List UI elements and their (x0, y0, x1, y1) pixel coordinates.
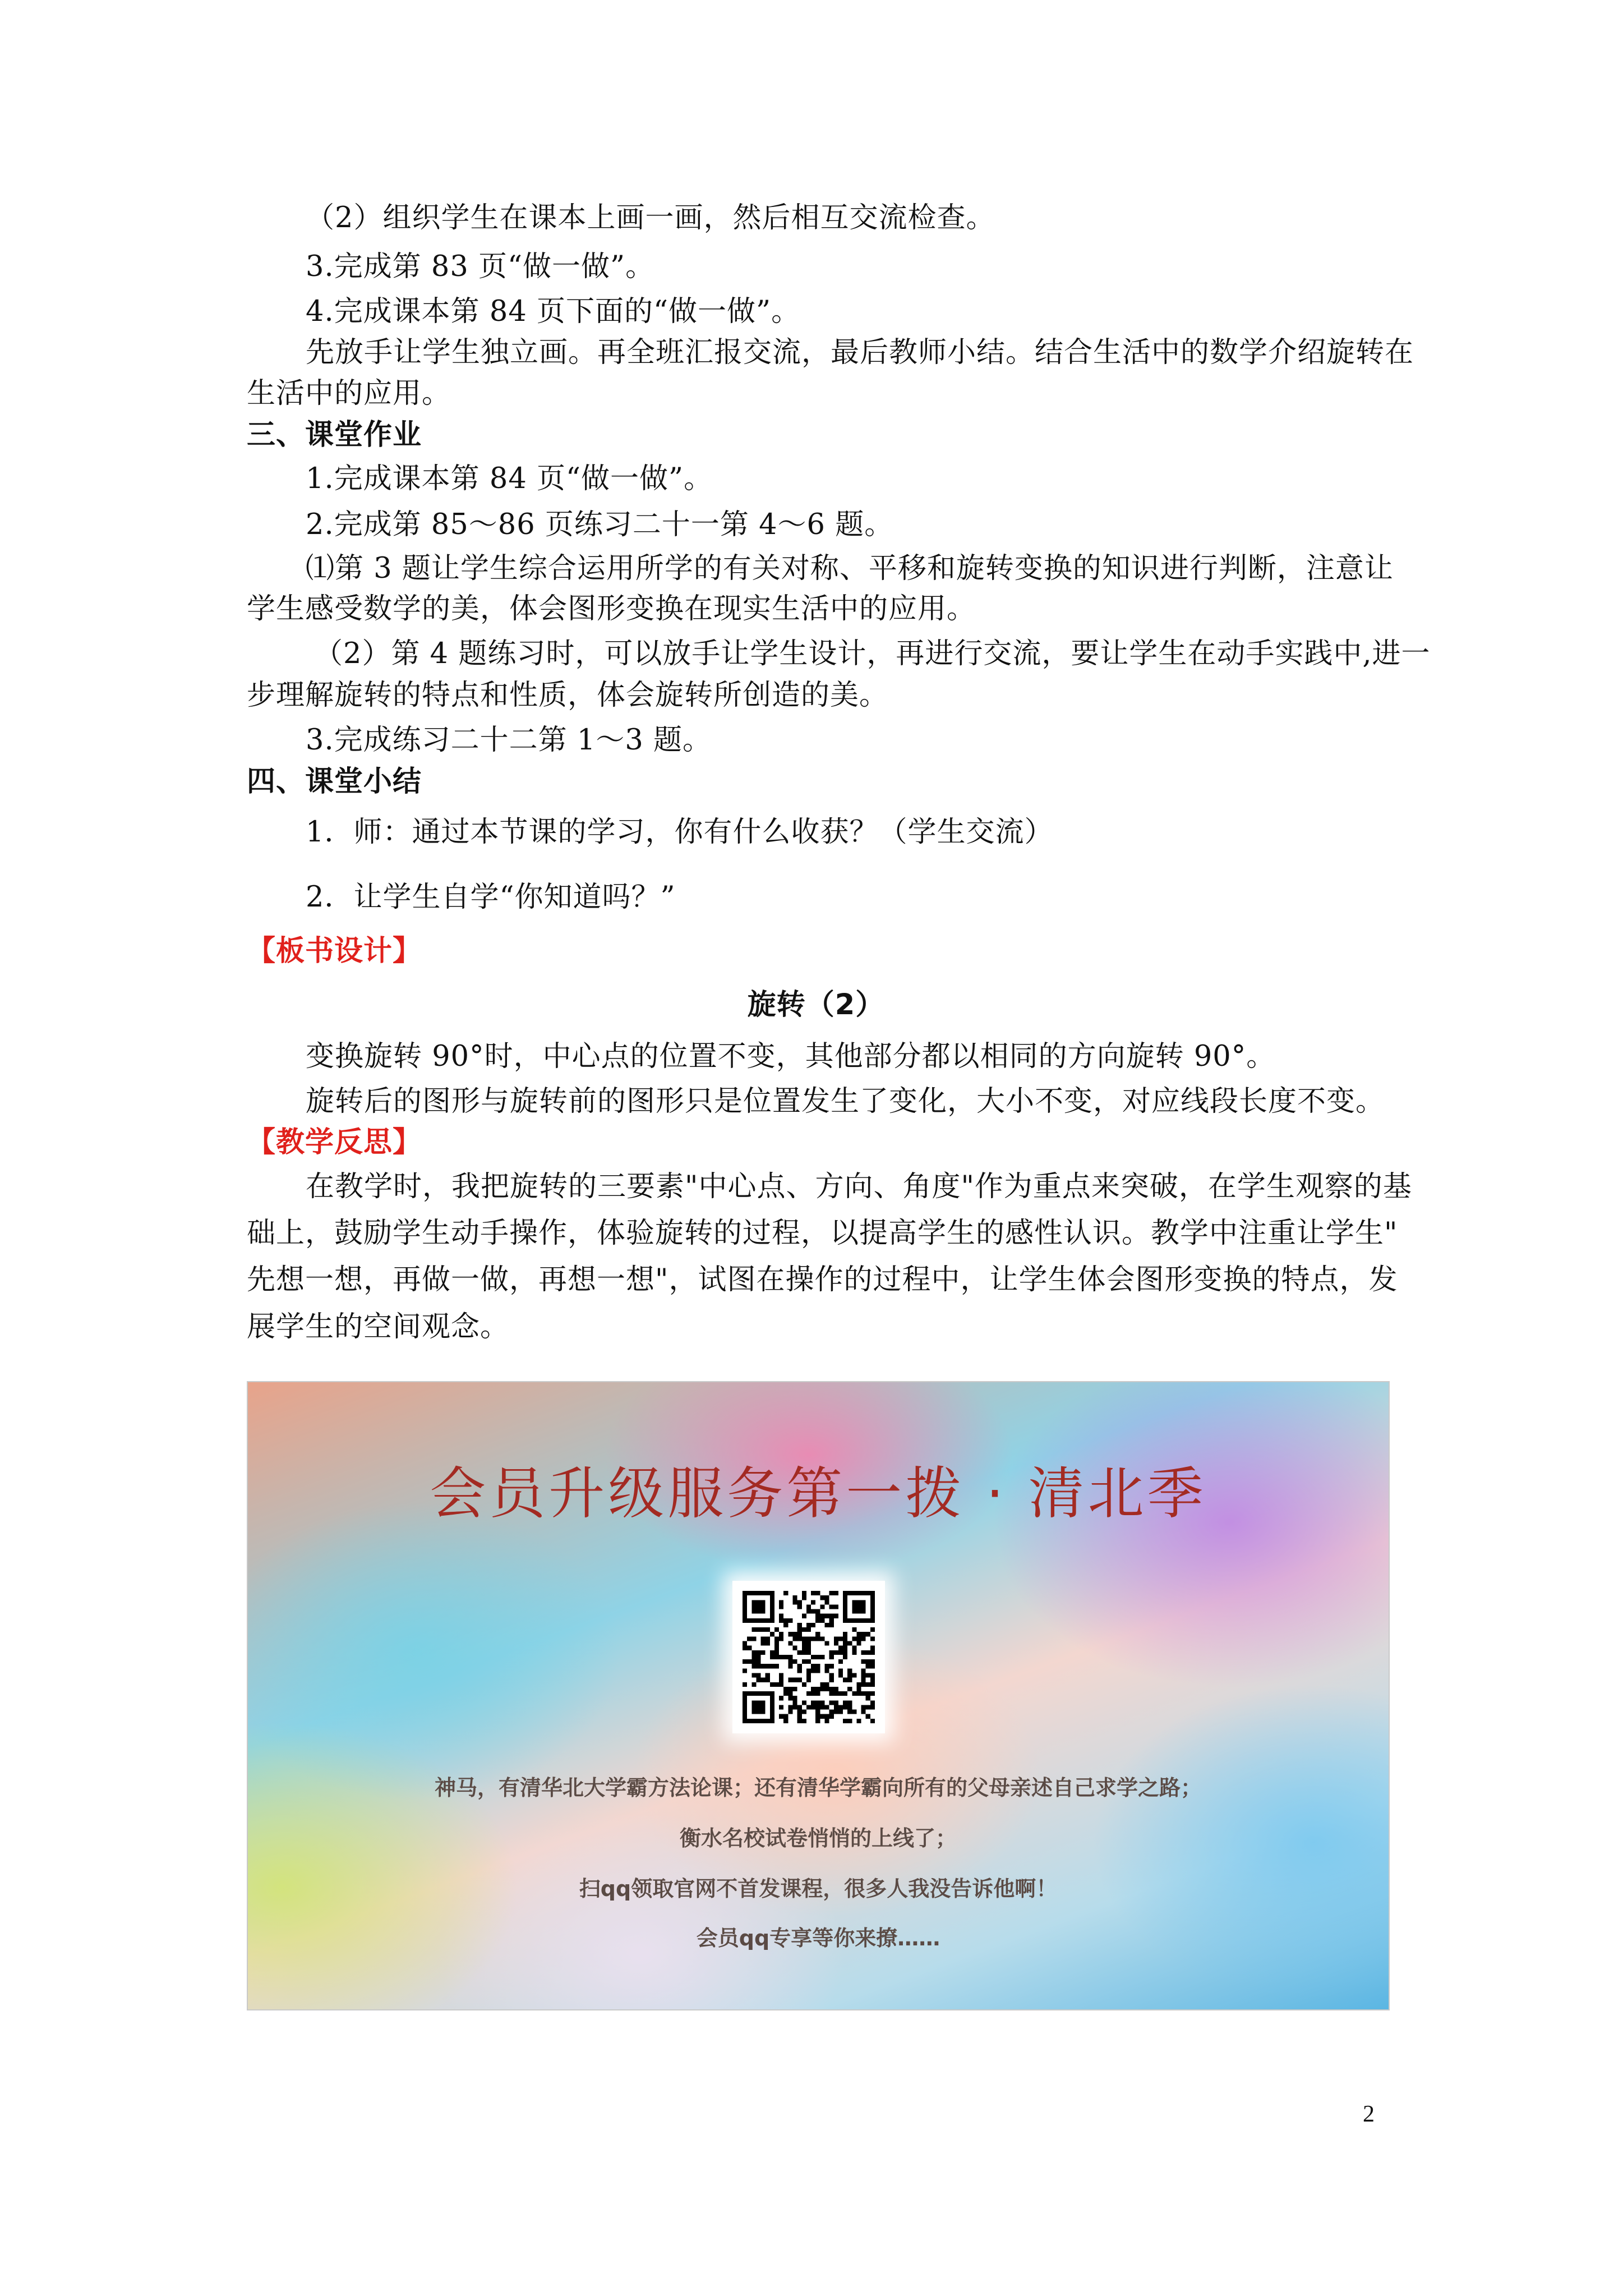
banner-line: 神马，有清华北大学霸方法论课；还有清华学霸向所有的父母亲述自己求学之路； (434, 1775, 1202, 1800)
banner-title: 会员升级服务第一拨 · 清北季 (430, 1461, 1207, 1526)
text-line: 1.完成课本第 84 页“做一做”。 (306, 462, 713, 495)
text-line: 先放手让学生独立画。再全班汇报交流，最后教师小结。结合生活中的数学介绍旋转在 (306, 336, 1414, 369)
page-number: 2 (1363, 2101, 1375, 2127)
text-line: 旋转后的图形与旋转前的图形只是位置发生了变化，大小不变，对应线段长度不变。 (306, 1085, 1385, 1118)
banner-line: 衡水名校试卷悄悄的上线了； (679, 1826, 957, 1851)
board-design-heading: 【板书设计】 (247, 935, 422, 968)
text-line: 展学生的空间观念。 (247, 1310, 510, 1343)
section-heading: 三、课堂作业 (247, 418, 422, 452)
text-line: 在教学时，我把旋转的三要素"中心点、方向、角度"作为重点来突破，在学生观察的基 (306, 1170, 1412, 1203)
text-line: 础上，鼓励学生动手操作，体验旋转的过程，以提高学生的感性认识。教学中注重让学生" (247, 1217, 1398, 1250)
banner-line: 扫qq领取官网不首发课程，很多人我没告诉他啊！ (579, 1876, 1058, 1901)
text-line: 3.完成第 83 页“做一做”。 (306, 250, 655, 283)
reflection-heading: 【教学反思】 (247, 1126, 422, 1159)
text-line: 先想一想，再做一做，再想一想"，试图在操作的过程中，让学生体会图形变换的特点，发 (247, 1263, 1398, 1296)
banner-line: 会员qq专享等你来撩…… (696, 1926, 940, 1950)
text-line: 2．让学生自学“你知道吗？” (306, 881, 676, 914)
text-line: 4.完成课本第 84 页下面的“做一做”。 (306, 295, 801, 328)
text-line: 1．师：通过本节课的学习，你有什么收获？（学生交流） (306, 816, 1054, 849)
membership-banner[interactable] (247, 1381, 1390, 2010)
text-line: 变换旋转 90°时，中心点的位置不变，其他部分都以相同的方向旋转 90°。 (306, 1040, 1276, 1073)
text-line: （2）组织学生在课本上画一画，然后相互交流检查。 (306, 201, 995, 234)
text-line: 3.完成练习二十二第 1～3 题。 (306, 724, 712, 757)
text-line: 生活中的应用。 (247, 377, 451, 410)
text-line: （2）第 4 题练习时，可以放手让学生设计，再进行交流，要让学生在动手实践中,进一 (314, 637, 1431, 670)
text-line: 学生感受数学的美，体会图形变换在现实生活中的应用。 (247, 592, 976, 625)
text-line: 2.完成第 85～86 页练习二十一第 4～6 题。 (306, 508, 894, 541)
qr-code-icon[interactable] (732, 1581, 885, 1733)
text-line: 步理解旋转的特点和性质，体会旋转所创造的美。 (247, 679, 889, 712)
text-line: ⑴第 3 题让学生综合运用所学的有关对称、平移和旋转变换的知识进行判断，注意让 (306, 552, 1394, 585)
board-title: 旋转（2） (747, 988, 885, 1022)
section-heading: 四、课堂小结 (247, 765, 422, 798)
